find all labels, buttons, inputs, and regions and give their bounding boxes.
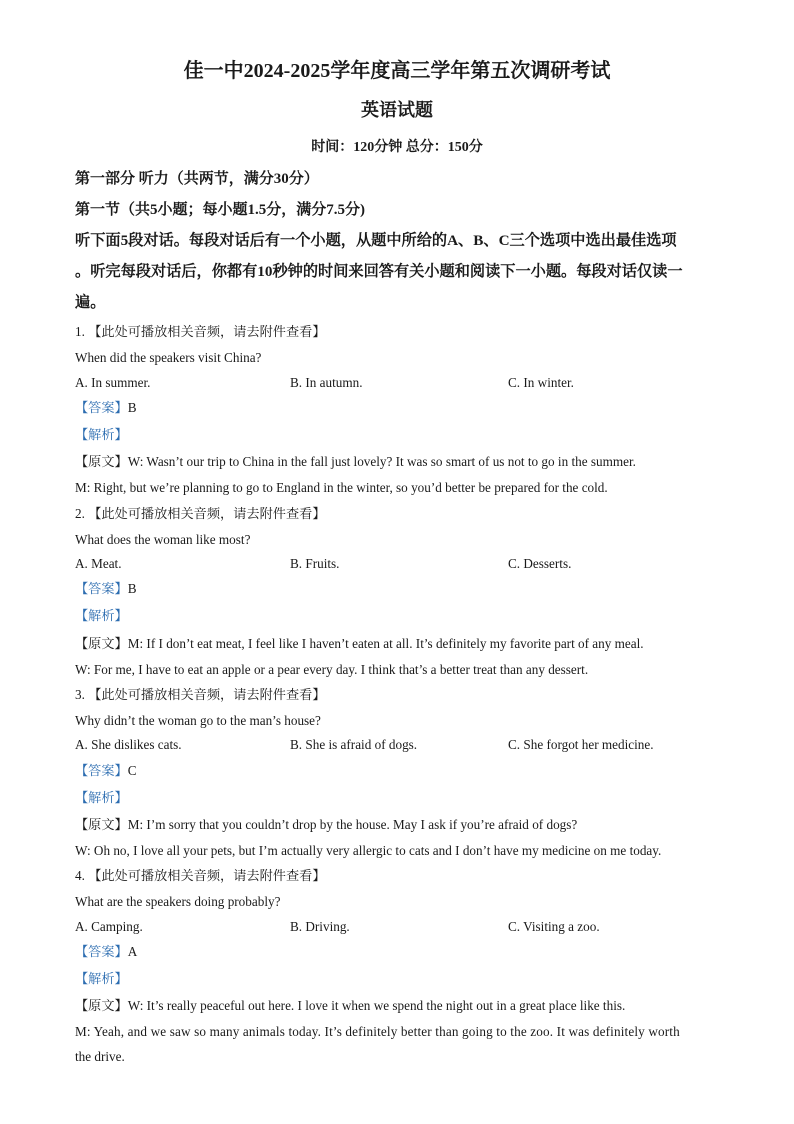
question-text: What does the woman like most? — [75, 532, 251, 547]
option-a: A. She dislikes cats. — [75, 737, 182, 752]
transcript-line — [75, 454, 636, 470]
option-b: B. In autumn. — [290, 375, 363, 390]
answer-line — [75, 400, 137, 416]
question-text: What are the speakers doing probably? — [75, 894, 281, 909]
transcript-line — [75, 817, 577, 833]
answer-line — [75, 581, 137, 597]
page-subtitle: 英语试题 — [361, 100, 433, 120]
answer-value: B — [127, 400, 137, 415]
option-c: C. Desserts. — [508, 556, 572, 571]
answer-tag: 【答案】 — [75, 400, 128, 415]
answer-value: C — [127, 763, 137, 778]
answer-value: B — [127, 581, 137, 596]
analysis-tag: 【解析】 — [75, 427, 128, 442]
transcript-text: W: For me, I have to eat an apple or a pear every day. I think that’s a better treat than any dessert. — [75, 662, 589, 677]
option-a: A. Meat. — [75, 556, 122, 571]
option-b: B. Driving. — [290, 919, 350, 934]
audio-prompt[interactable]: 4. 【此处可播放相关音频，请去附件查看】 — [75, 868, 326, 883]
instructions-line-1: 听下面5段对话。每段对话后有一个小题，从题中所给的A、B、C三个选项中选出最佳选项 — [75, 232, 677, 249]
answer-tag: 【答案】 — [75, 581, 128, 596]
transcript-text: M: If I don’t eat meat, I feel like I haven’t eaten at all. It’s definitely my favorite part of any meal. — [127, 636, 644, 651]
question-text: When did the speakers visit China? — [75, 350, 262, 365]
transcript-tag: 【原文】 — [75, 454, 128, 469]
audio-prompt[interactable]: 1. 【此处可播放相关音频，请去附件查看】 — [75, 324, 326, 339]
transcript-text: M: Right, but we’re planning to go to England in the winter, so you’d better be prepared for the cold. — [75, 480, 608, 495]
transcript-text: W: Wasn’t our trip to China in the fall just lovely? It was so smart of us not to go in the summer. — [127, 454, 636, 469]
question-text: Why didn’t the woman go to the man’s house? — [75, 713, 321, 728]
answer-line — [75, 763, 137, 779]
page-title: 佳一中2024-2025学年度高三学年第五次调研考试 — [183, 60, 611, 82]
exam-meta: 时间：120分钟 总分：150分 — [311, 140, 483, 155]
transcript-text: W: Oh no, I love all your pets, but I’m actually very allergic to cats and I don’t have my medicine on me today. — [75, 843, 662, 858]
instructions-line-3: 遍。 — [75, 294, 106, 311]
transcript-tag: 【原文】 — [75, 636, 128, 651]
analysis-tag: 【解析】 — [75, 608, 128, 623]
part-heading: 第一部分 听力（共两节，满分30分） — [75, 171, 319, 187]
audio-prompt[interactable]: 3. 【此处可播放相关音频，请去附件查看】 — [75, 687, 326, 702]
instructions-line-2: 。听完每段对话后，你都有10秒钟的时间来回答有关小题和阅读下一小题。每段对话仅读一 — [75, 263, 683, 280]
transcript-text: M: Yeah, and we saw so many animals today. It’s definitely better than going to the zoo. It was definitely worth — [75, 1024, 680, 1039]
option-b: B. Fruits. — [290, 556, 340, 571]
transcript-tag: 【原文】 — [75, 998, 128, 1013]
option-a: A. Camping. — [75, 919, 143, 934]
transcript-line — [75, 636, 644, 652]
answer-tag: 【答案】 — [75, 763, 128, 778]
option-b: B. She is afraid of dogs. — [290, 737, 418, 752]
answer-value: A — [127, 944, 138, 959]
audio-prompt[interactable]: 2. 【此处可播放相关音频，请去附件查看】 — [75, 506, 326, 521]
transcript-tag: 【原文】 — [75, 817, 128, 832]
analysis-tag: 【解析】 — [75, 790, 128, 805]
transcript-text: the drive. — [75, 1049, 125, 1064]
option-a: A. In summer. — [75, 375, 151, 390]
transcript-text: W: It’s really peaceful out here. I love it when we spend the night out in a great place like this. — [127, 998, 626, 1013]
section-heading: 第一节（共5小题；每小题1.5分，满分7.5分) — [75, 202, 365, 218]
option-c: C. She forgot her medicine. — [508, 737, 654, 752]
option-c: C. In winter. — [508, 375, 574, 390]
answer-tag: 【答案】 — [75, 944, 128, 959]
answer-line — [75, 944, 137, 960]
analysis-tag: 【解析】 — [75, 971, 128, 986]
transcript-line — [75, 998, 625, 1014]
transcript-text: M: I’m sorry that you couldn’t drop by the house. May I ask if you’re afraid of dogs? — [127, 817, 578, 832]
option-c: C. Visiting a zoo. — [508, 919, 600, 934]
